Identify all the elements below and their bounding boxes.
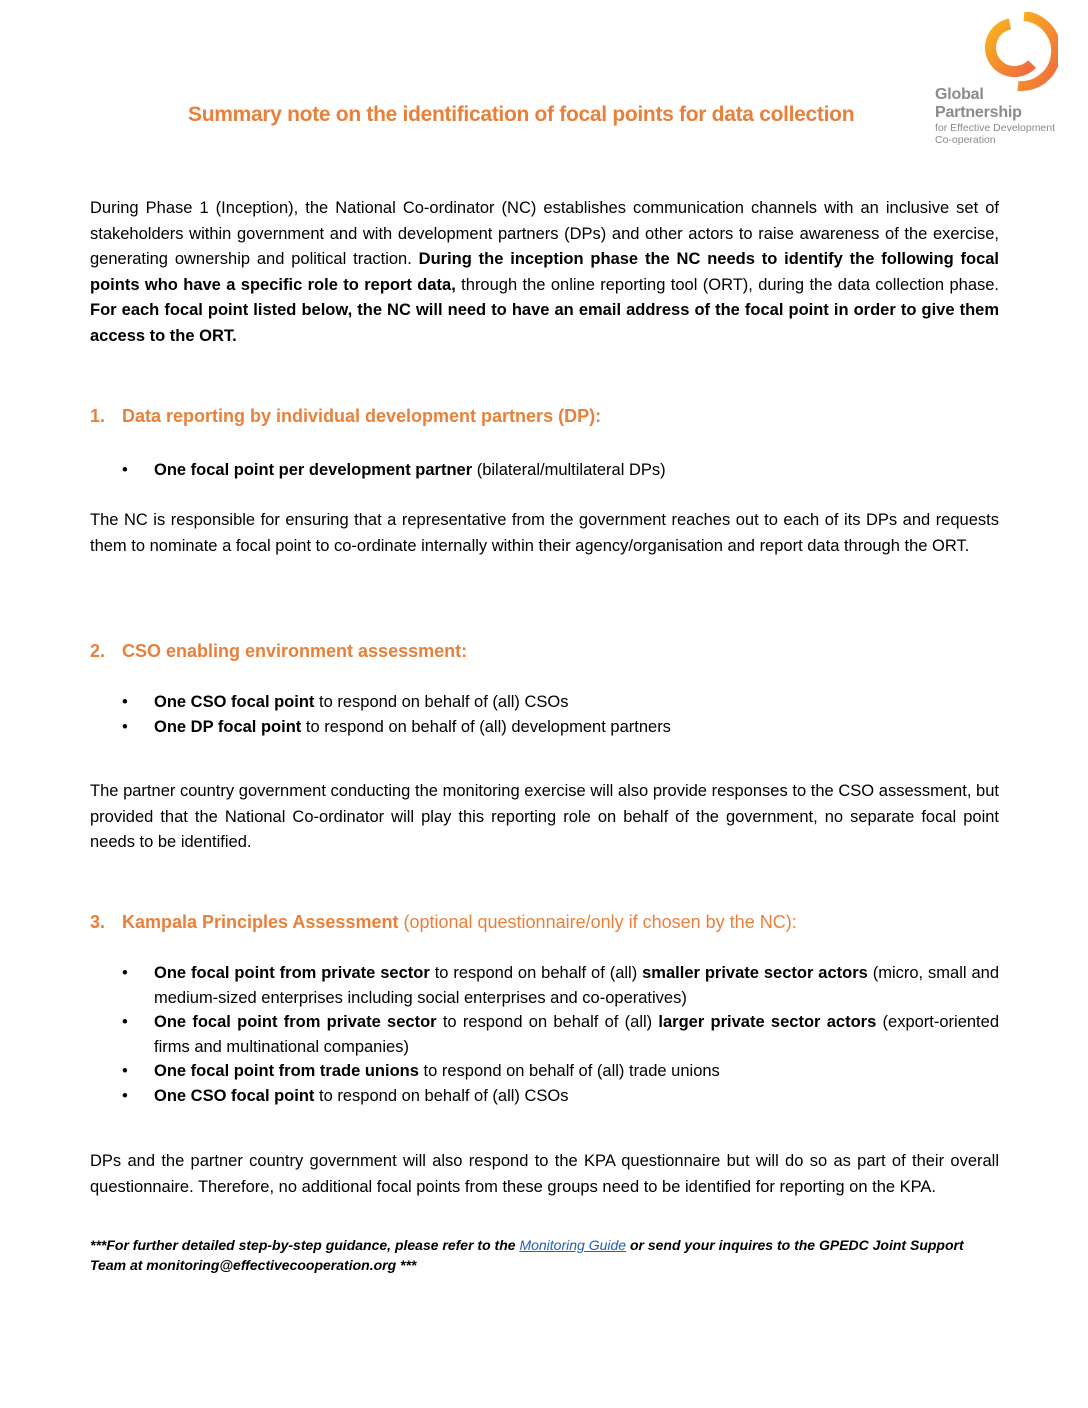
intro-text-1: During Phase 1 (Inception), the National Co-ordinator (NC) establishes communication channels with an inclusive set of stakeholders within government and with development partners (DPs) and other actors to raise awareness of the exercise, generating ownership and political traction. [90, 199, 999, 269]
footnote-text-2: or send your inquires to the GPEDC Joint Support Team at monitoring@effectivecooperation.org *** [90, 1237, 964, 1273]
bullet-bold-2: larger private sector actors [658, 1013, 877, 1031]
bullet-bold: One DP focal point [154, 717, 302, 736]
logo-line-2: Partnership [935, 104, 1022, 121]
list-item [90, 690, 999, 715]
list-item [90, 715, 999, 740]
list-item [90, 1084, 999, 1109]
bullet-bold: One focal point from private sector [154, 964, 430, 982]
bullet-text-rest: (export-oriented firms and multinational companies) [154, 1013, 999, 1056]
section-title: Kampala Principles Assessment [122, 912, 399, 932]
logo-text [935, 86, 1055, 146]
bullet-icon: • [122, 693, 128, 711]
intro-text-2: through the online reporting tool (ORT), during the data collection phase. [455, 275, 999, 294]
section-title: Data reporting by individual development partners (DP): [122, 406, 602, 426]
footnote [90, 1235, 999, 1275]
intro-bold-2: For each focal point listed below, the NC will need to have an email address of the focal point in order to give them access to the ORT. [90, 301, 999, 345]
section-number: 2. [90, 641, 106, 661]
bullet-icon: • [122, 717, 128, 736]
section-number: 1. [90, 406, 106, 426]
intro-paragraph [90, 196, 999, 350]
bullet-bold: One CSO focal point [154, 1086, 315, 1105]
section-2-heading [90, 641, 467, 662]
bullet-text: to respond on behalf of (all) [436, 1013, 659, 1031]
logo-line-4: Co-operation [935, 134, 996, 146]
bullet-icon: • [122, 1062, 128, 1080]
section-number: 3. [90, 912, 106, 932]
bullet-bold: One CSO focal point [154, 693, 315, 711]
section-1-paragraph: The NC is responsible for ensuring that a representative from the government reaches out to each of its DPs and requests them to nominate a focal point to co-ordinate internally within their agency/organisation and report data through the ORT. [90, 511, 999, 555]
bullet-text-rest: (micro, small and medium-sized enterprises including social enterprises and co-operatives) [154, 964, 999, 1007]
document-title: Summary note on the identification of focal points for data collection [188, 103, 855, 126]
bullet-bold: One focal point per development partner [154, 461, 473, 479]
section-3-paragraph: DPs and the partner country government will also respond to the KPA questionnaire but will do so as part of their overall questionnaire. Therefore, no additional focal points from these groups need to be identified for reporting on the KPA. [90, 1152, 999, 1196]
bullet-bold: One focal point from private sector [154, 1013, 437, 1031]
gpedc-logo [930, 12, 1080, 157]
list-item [90, 458, 999, 483]
bullet-text: to respond on behalf of (all) CSOs [314, 1086, 569, 1105]
list-item [90, 961, 999, 1010]
logo-line-3: for Effective Development [935, 122, 1056, 134]
section-title: CSO enabling environment assessment: [122, 641, 468, 661]
bullet-icon: • [122, 1086, 128, 1105]
monitoring-guide-link[interactable]: Monitoring Guide [519, 1237, 627, 1253]
bullet-text: to respond on behalf of (all) trade unions [418, 1062, 720, 1080]
bullet-bold: One focal point from trade unions [154, 1062, 419, 1080]
logo-line-1: Global [935, 86, 984, 103]
bullet-text: to respond on behalf of (all) [429, 964, 643, 982]
section-1-heading [90, 406, 601, 427]
bullet-text: to respond on behalf of (all) development partners [301, 717, 671, 736]
section-3-heading [90, 912, 797, 933]
section-2-bullets [90, 690, 999, 739]
section-title-suffix: (optional questionnaire/only if chosen by the NC): [398, 912, 797, 932]
bullet-icon: • [122, 964, 128, 982]
list-item [90, 1010, 999, 1059]
bullet-bold-2: smaller private sector actors [642, 964, 868, 982]
bullet-icon: • [122, 461, 128, 479]
bullet-text: to respond on behalf of (all) CSOs [314, 693, 569, 711]
bullet-text: (bilateral/multilateral DPs) [472, 461, 666, 479]
section-3-bullets [90, 961, 999, 1108]
logo-ring-icon [978, 12, 1058, 92]
intro-bold-1: During the inception phase the NC needs to identify the following focal points who have a specific role to report data, [90, 250, 1000, 294]
section-1-bullets [90, 458, 999, 483]
footnote-text-1: ***For further detailed step-by-step guidance, please refer to the [90, 1237, 520, 1253]
section-2-paragraph: The partner country government conducting the monitoring exercise will also provide responses to the CSO assessment, but provided that the National Co-ordinator will play this reporting role on behalf of the government, no separate focal point needs to be identified. [90, 782, 999, 852]
bullet-icon: • [122, 1013, 128, 1031]
list-item [90, 1059, 999, 1084]
